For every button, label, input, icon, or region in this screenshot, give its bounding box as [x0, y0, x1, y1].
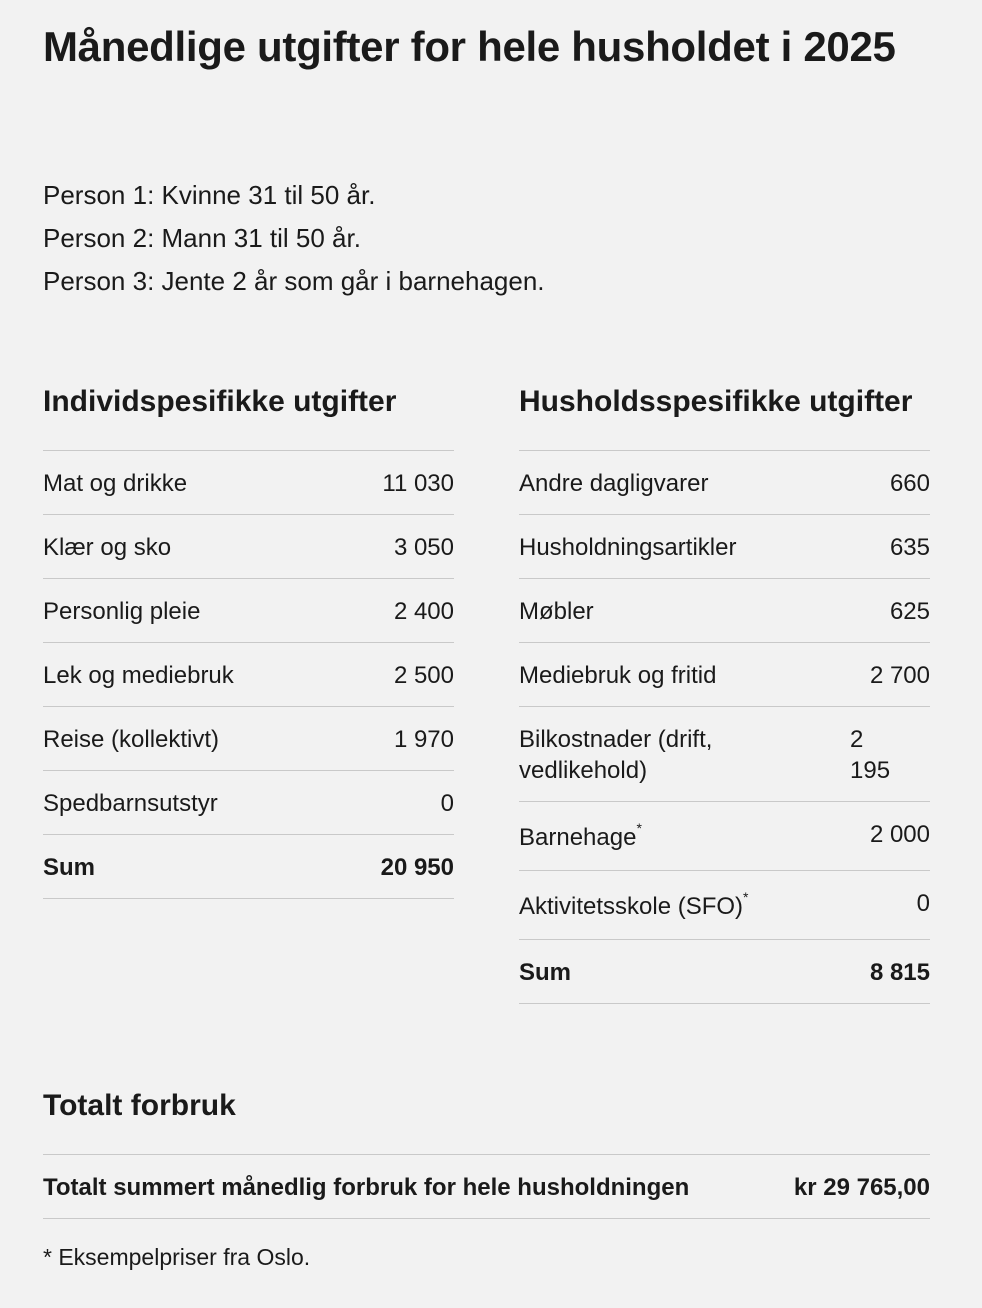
- sum-row: [43, 835, 454, 899]
- total-label: Totalt summert månedlig forbruk for hele husholdningen: [43, 1174, 690, 1201]
- sum-row: [519, 940, 930, 1004]
- footnote: * Eksempelpriser fra Oslo.: [43, 1244, 311, 1270]
- individual-heading: Individspesifikke utgifter: [43, 385, 397, 418]
- row-label: Møbler: [519, 598, 594, 625]
- row-value: 0: [440, 790, 454, 817]
- table-row: [519, 802, 930, 871]
- household-expenses: [519, 380, 930, 1004]
- footnote-marker: *: [743, 889, 749, 905]
- individual-expenses: [43, 380, 454, 899]
- household-heading: Husholdsspesifikke utgifter: [519, 385, 913, 418]
- sum-label: Sum: [519, 959, 572, 986]
- table-row: [43, 451, 454, 515]
- person-1: Person 1: Kvinne 31 til 50 år.: [43, 180, 376, 210]
- row-value: 635: [889, 534, 930, 561]
- row-label: Mediebruk og fritid: [519, 662, 717, 689]
- total-table: [43, 1154, 930, 1219]
- row-label: Mat og drikke: [43, 470, 188, 497]
- total-heading: Totalt forbruk: [43, 1089, 236, 1122]
- person-3: Person 3: Jente 2 år som går i barnehagen.: [43, 266, 545, 296]
- individual-table: [43, 450, 454, 899]
- page-title: Månedlige utgifter for hele husholdet i 2025: [43, 23, 896, 70]
- table-row: [519, 707, 930, 802]
- row-value: 2 000: [869, 821, 930, 848]
- row-value: 2 400: [393, 598, 454, 625]
- row-value: 625: [889, 598, 930, 625]
- row-value: 2 195: [850, 726, 891, 784]
- sum-value: 8 815: [869, 959, 930, 986]
- total-row: [43, 1155, 930, 1219]
- person-list: [43, 174, 930, 303]
- row-label: Personlig pleie: [43, 598, 201, 625]
- row-label: Bilkostnader (drift, vedlikehold): [519, 726, 713, 784]
- row-label-text: Barnehage: [519, 824, 637, 851]
- row-label: Andre dagligvarer: [519, 470, 709, 497]
- row-label: Klær og sko: [43, 534, 172, 561]
- row-value: 2 700: [869, 662, 930, 689]
- person-2: Person 2: Mann 31 til 50 år.: [43, 223, 361, 253]
- table-row: [519, 579, 930, 643]
- total-section: [43, 1084, 930, 1219]
- footnote-marker: *: [636, 820, 642, 836]
- row-label: Lek og mediebruk: [43, 662, 234, 689]
- row-label: [519, 891, 917, 922]
- sum-label: Sum: [43, 854, 96, 881]
- table-row: [519, 871, 930, 940]
- row-value: 11 030: [382, 470, 454, 497]
- table-row: [519, 451, 930, 515]
- table-row: [43, 579, 454, 643]
- table-row: [43, 643, 454, 707]
- household-table: [519, 450, 930, 1004]
- row-label-text: Aktivitetsskole (SFO): [519, 893, 744, 920]
- row-value: 0: [916, 890, 930, 917]
- table-row: [43, 771, 454, 835]
- table-row: [43, 707, 454, 771]
- row-label: Husholdningsartikler: [519, 534, 737, 561]
- row-label: [519, 822, 870, 853]
- total-value: kr 29 765,00: [793, 1174, 930, 1201]
- table-row: [519, 643, 930, 707]
- table-row: [43, 515, 454, 579]
- sum-value: 20 950: [380, 854, 454, 881]
- table-row: [519, 515, 930, 579]
- row-value: 1 970: [393, 726, 454, 753]
- row-value: 660: [889, 470, 930, 497]
- row-label: Reise (kollektivt): [43, 726, 220, 753]
- row-value: 3 050: [393, 534, 454, 561]
- row-label: Spedbarnsutstyr: [43, 790, 218, 817]
- row-value: 2 500: [393, 662, 454, 689]
